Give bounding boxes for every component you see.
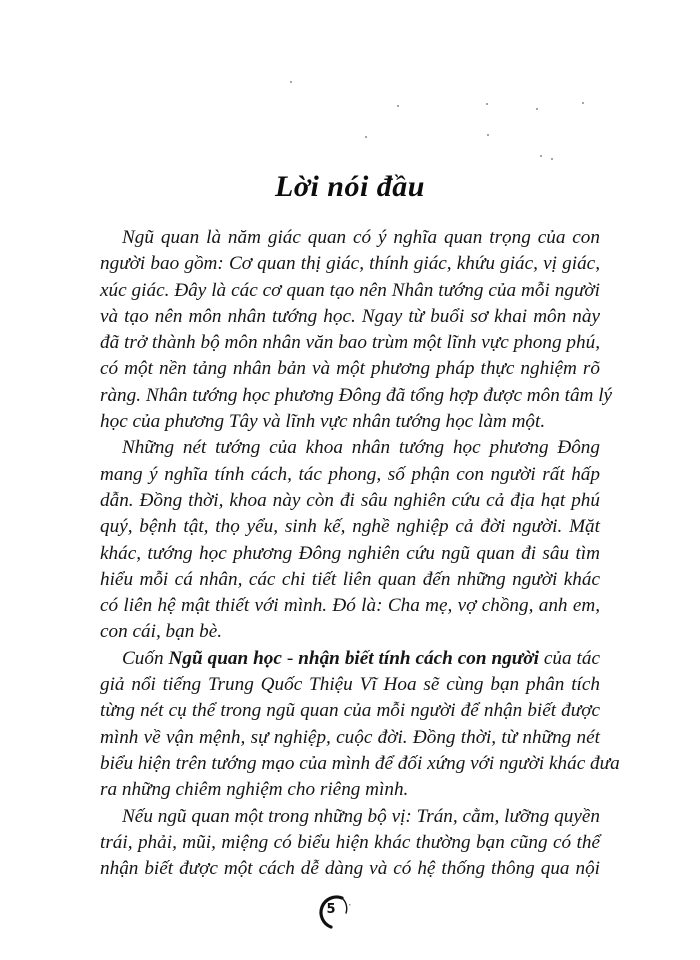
text-line: trái, phải, mũi, miệng có biểu hiện khác thường bạn cũng có thể xyxy=(100,831,600,853)
page-title: Lời nói đầu xyxy=(275,170,425,203)
paragraph-1 xyxy=(100,225,613,435)
text-line: mang ý nghĩa tính cách, tác phong, số phận con người rất hấp xyxy=(100,463,600,485)
scan-speck xyxy=(536,108,538,110)
text-line: có liên hệ mật thiết với mình. Đó là: Cha mẹ, vợ chồng, anh em, xyxy=(100,595,600,617)
text-line: xúc giác. Đây là các cơ quan tạo nên Nhân tướng của mỗi người xyxy=(100,279,600,301)
paragraph-3 xyxy=(100,646,620,804)
page-number-label: 5 xyxy=(326,902,336,917)
paragraph-4 xyxy=(100,804,600,883)
text-line: giả nổi tiếng Trung Quốc Thiệu Vĩ Hoa sẽ cùng bạn phân tích xyxy=(100,674,600,696)
text-line: học của phương Tây và lĩnh vực nhân tướng học làm một. xyxy=(100,411,546,433)
text-line: quý, bệnh tật, thọ yểu, sinh kế, nghề nghiệp cả đời người. Mặt xyxy=(100,516,600,538)
page-number xyxy=(316,893,356,933)
text-line: và tạo nên môn nhân tướng học. Ngay từ buổi sơ khai môn này xyxy=(100,305,600,327)
text-line: Những nét tướng của khoa nhân tướng học phương Đông xyxy=(122,437,600,459)
scan-speck xyxy=(582,102,584,104)
text-run: - xyxy=(281,647,299,669)
text-line xyxy=(100,646,600,672)
scan-speck xyxy=(290,81,292,83)
scan-speck xyxy=(487,134,489,136)
text-line: có một nền tảng nhân bản và một phương pháp thực nghiệm rõ xyxy=(100,358,600,380)
preface-body xyxy=(100,225,620,882)
text-line: ràng. Nhân tướng học phương Đông đã tổng hợp được môn tâm lý xyxy=(100,384,613,406)
text-line: biểu hiện trên tướng mạo của mình để đối xứng với người khác đưa xyxy=(100,752,620,774)
scan-speck xyxy=(365,136,367,138)
scan-speck xyxy=(486,103,488,105)
book-subtitle-bold: nhận biết tính cách con người xyxy=(298,647,539,669)
text-run: Cuốn xyxy=(122,647,169,669)
text-line: Ngũ quan là năm giác quan có ý nghĩa quan trọng của con xyxy=(122,227,600,248)
text-line: Nếu ngũ quan một trong những bộ vị: Trán, cằm, lưỡng quyền xyxy=(122,805,600,827)
text-run: của tác xyxy=(538,647,600,669)
scan-speck xyxy=(397,105,399,107)
text-line: từng nét cụ thể trong ngũ quan của mỗi người để nhận biết được xyxy=(100,700,600,722)
text-line: khác, tướng học phương Đông nghiên cứu ngũ quan đi sâu tìm xyxy=(100,542,600,564)
scan-speck xyxy=(540,155,542,157)
paragraph-2 xyxy=(100,435,600,645)
text-line: hiểu mỗi cá nhân, các chi tiết liên quan đến những người khác xyxy=(100,568,600,590)
text-line: nhận biết được một cách dễ dàng và có hệ thống thông qua nội xyxy=(100,858,600,880)
text-line: người bao gồm: Cơ quan thị giác, thính giác, khứu giác, vị giác, xyxy=(100,253,600,275)
scan-speck xyxy=(551,158,553,160)
text-line: đã trở thành bộ môn nhân văn bao trùm một lĩnh vực phong phú, xyxy=(100,332,600,354)
text-line: ra những chiêm nghiệm cho riêng mình. xyxy=(100,779,409,801)
text-line: dẫn. Đồng thời, khoa này còn đi sâu nghiên cứu cả địa hạt phú xyxy=(100,489,600,511)
text-line: con cái, bạn bè. xyxy=(100,621,223,643)
book-title-bold: Ngũ quan học xyxy=(168,647,282,669)
text-line: mình về vận mệnh, sự nghiệp, cuộc đời. Đồng thời, từ những nét xyxy=(100,726,600,748)
